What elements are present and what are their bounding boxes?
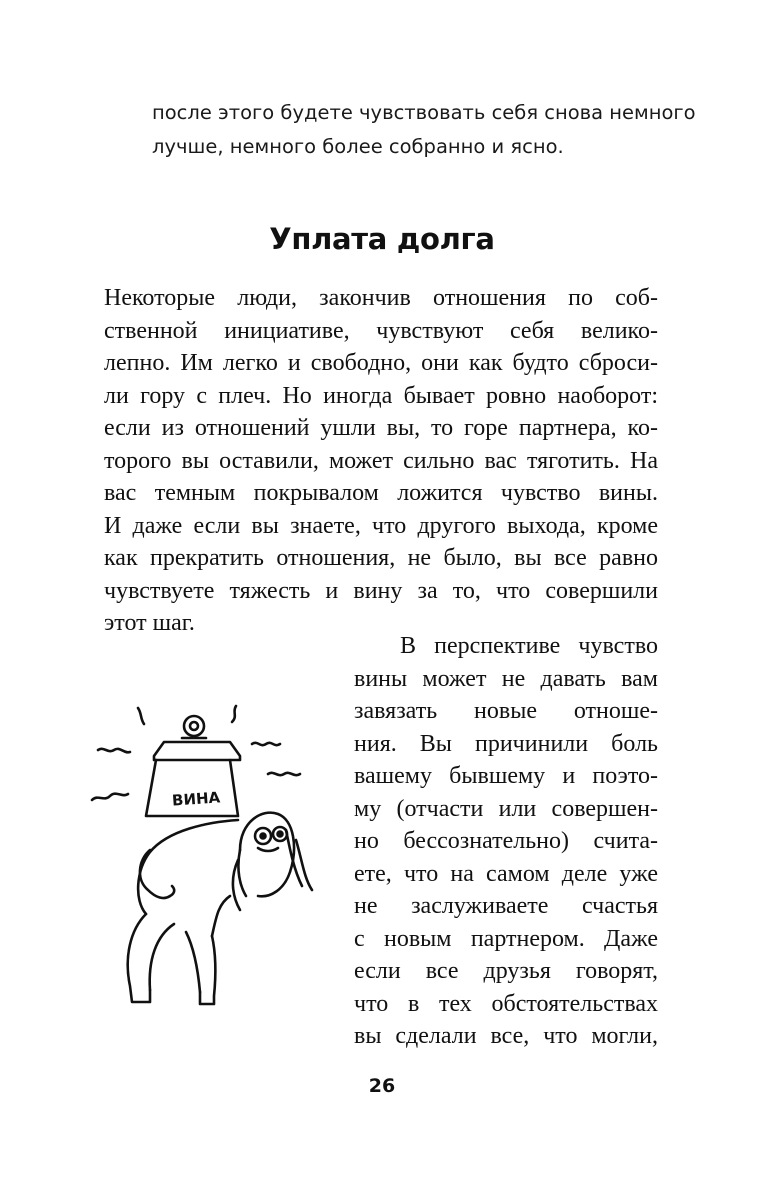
side-line: что в тех обстоятельствах — [354, 990, 658, 1017]
paragraph-line: лепно. Им легко и свободно, они как будто сброси- — [104, 350, 658, 376]
paragraph-line: как прекратить отношения, не было, вы все равно — [104, 545, 658, 571]
side-line: если все друзья говорят, — [354, 958, 658, 984]
paragraph-line: если из отношений ушли вы, то горе партнера, ко- — [104, 415, 658, 441]
paragraph-line: этот шаг. — [104, 610, 195, 636]
side-line: му (отчасти или совершен- — [354, 795, 658, 822]
side-line: вины может не давать вам — [354, 665, 658, 692]
paragraph-line: вас темным покрывалом ложится чувство вины. — [104, 480, 658, 506]
side-line: ете, что на самом деле уже — [354, 860, 658, 887]
main-paragraph — [104, 282, 658, 640]
side-line: В перспективе чувство — [400, 633, 658, 659]
side-line: не заслуживаете счастья — [354, 893, 658, 919]
intro-text — [152, 96, 696, 164]
guilt-weight-person-drawing — [90, 700, 330, 1020]
paragraph-line: торого вы оставили, может сильно вас тяготить. На — [104, 447, 658, 474]
paragraph-line: ли гору с плеч. Но иногда бывает ровно наоборот: — [104, 382, 658, 409]
side-line: вашему бывшему и поэто- — [354, 763, 658, 789]
paragraph-line: Некоторые люди, закончив отношения по соб- — [104, 285, 658, 311]
intro-line: лучше, немного более собранно и ясно. — [152, 135, 564, 158]
paragraph-line: ственной инициативе, чувствуют себя велико- — [104, 317, 658, 344]
side-line: но бессознательно) счита- — [354, 828, 658, 854]
side-line: завязать новые отноше- — [354, 698, 658, 724]
side-line: с новым партнером. Даже — [354, 925, 658, 952]
paragraph-line: И даже если вы знаете, что другого выхода, кроме — [104, 512, 658, 539]
side-line: вы сделали все, что могли, — [354, 1023, 658, 1049]
side-line: ния. Вы причинили боль — [354, 730, 658, 757]
paragraph-line: чувствуете тяжесть и вину за то, что совершили — [104, 577, 658, 604]
side-paragraph — [354, 630, 658, 1053]
page-number: 26 — [368, 1075, 396, 1097]
intro-line: после этого будете чувствовать себя снова немного — [152, 101, 696, 124]
section-title: Уплата долга — [269, 222, 495, 256]
weight-label: ВИНА — [171, 788, 221, 810]
